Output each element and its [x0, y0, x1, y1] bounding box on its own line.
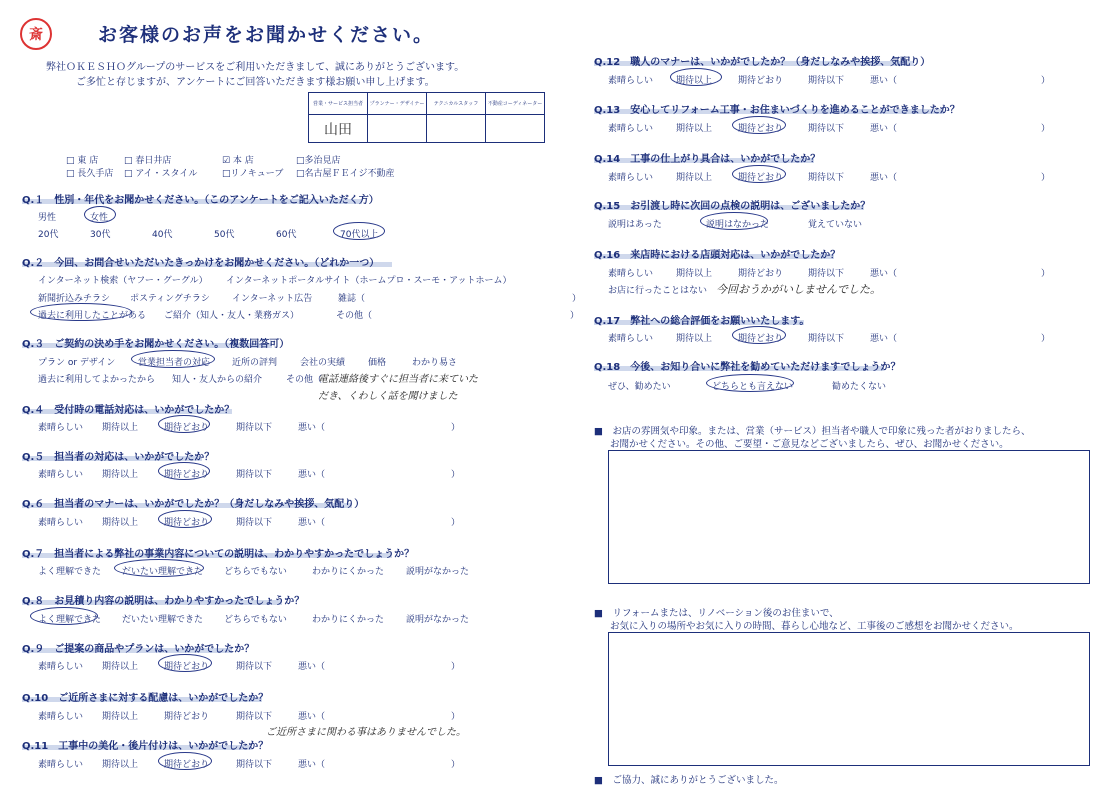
q14-opt-above[interactable]: 期待以上 — [676, 173, 713, 183]
q7-opt-well[interactable]: よく理解できた — [38, 567, 102, 577]
q14-opt-excellent[interactable]: 素晴らしい — [608, 173, 654, 183]
store-tajimi[interactable]: □多治見店 — [296, 156, 341, 166]
q7-opt-none[interactable]: 説明がなかった — [406, 567, 470, 577]
q14-label: Q.14 工事の仕上がり具合は、いかがでしたか？ — [594, 154, 821, 165]
staff-header-sales: 営業・サービス担当者 — [309, 93, 368, 115]
store-kasugai[interactable]: □ 春日井店 — [124, 156, 172, 166]
q3-opt-track-record[interactable]: 会社の実績 — [300, 358, 346, 368]
q1-male[interactable]: 男性 — [38, 213, 57, 223]
q3-opt-sales-staff[interactable]: 営業担当者の対応 — [138, 358, 211, 368]
seal-stamp — [20, 18, 52, 50]
q6-opt-below[interactable]: 期待以下 — [236, 518, 273, 528]
q16-handwritten: 今回おうかがいしませんでした。 — [716, 283, 881, 296]
q6-expected-circle — [158, 510, 212, 528]
q8-well-circle — [30, 607, 98, 625]
q12-opt-bad[interactable]: 悪い（ ） — [870, 76, 1051, 86]
q13-label: Q.13 安心してリフォーム工事・お住まいづくりを進めることができましたか？ — [594, 105, 960, 116]
q9-opt-excellent[interactable]: 素晴らしい — [38, 662, 84, 672]
q3-opt-plan[interactable]: プラン or デザイン — [38, 358, 116, 368]
staff-name-sales: 山田 — [309, 115, 368, 143]
intro-line-1: 弊社ＯＫＥＳＨＯグループのサービスをご利用いただきまして、誠にありがとうございます。 — [46, 62, 465, 73]
q2-opt-portal[interactable]: インターネットポータルサイト（ホームプロ・スーモ・アットホーム） — [226, 276, 512, 286]
q7-opt-neither[interactable]: どちらでもない — [224, 567, 287, 577]
q2-opt-search[interactable]: インターネット検索（ヤフー・グーグル） — [38, 276, 208, 286]
q4-opt-excellent[interactable]: 素晴らしい — [38, 423, 84, 433]
q12-label: Q.12 職人のマナーは、いかがでしたか？（身だしなみや挨拶、気配り） — [594, 57, 931, 68]
q10-opt-expected[interactable]: 期待どおり — [164, 712, 210, 722]
staff-header-realestate: 不動産コーディネーター — [486, 93, 545, 115]
q11-opt-bad[interactable]: 悪い（ ） — [298, 760, 461, 770]
q14-expected-circle — [732, 165, 786, 183]
q1-age-circle — [333, 222, 385, 240]
staff-table — [308, 92, 545, 143]
q2-label: Q.２ 今回、お問合せいただいたきっかけをお聞かせください。（どれか一つ） — [22, 258, 380, 269]
q6-opt-above[interactable]: 期待以上 — [102, 518, 139, 528]
q8-opt-unclear[interactable]: わかりにくかった — [312, 615, 385, 625]
q18-opt-yes[interactable]: ぜひ、勧めたい — [608, 382, 671, 392]
q15-opt-yes[interactable]: 説明はあった — [608, 220, 662, 230]
q17-opt-bad[interactable]: 悪い（ ） — [870, 334, 1051, 344]
q12-above-circle — [670, 68, 722, 86]
box2-prompt-line1: ■ リフォームまたは、リノベーション後のお住まいで、 — [594, 608, 839, 619]
q4-opt-bad[interactable]: 悪い（ ） — [298, 423, 461, 433]
q2-opt-magazine[interactable]: 雑誌（ ） — [338, 294, 582, 304]
staff-name-technical — [427, 115, 486, 143]
q3-opt-past-good[interactable]: 過去に利用してよかったから — [38, 375, 156, 385]
q12-opt-excellent[interactable]: 素晴らしい — [608, 76, 654, 86]
q9-opt-above[interactable]: 期待以上 — [102, 662, 139, 672]
q2-opt-newspaper[interactable]: 新聞折込みチラシ — [38, 294, 111, 304]
q1-female[interactable]: 女性 — [90, 213, 109, 223]
q13-opt-excellent[interactable]: 素晴らしい — [608, 124, 654, 134]
staff-header-technical: テクニカルスタッフ — [427, 93, 486, 115]
q5-opt-excellent[interactable]: 素晴らしい — [38, 470, 84, 480]
q18-label: Q.18 今後、お知り合いに弊社を勧めていただけますでしょうか？ — [594, 362, 901, 373]
q16-opt-never-visited[interactable]: お店に行ったことはない — [608, 286, 708, 296]
q16-opt-expected[interactable]: 期待どおり — [738, 269, 784, 279]
q17-expected-circle — [732, 326, 786, 344]
store-higashi[interactable]: □ 東 店 — [66, 156, 99, 166]
q17-opt-above[interactable]: 期待以上 — [676, 334, 713, 344]
q10-opt-bad[interactable]: 悪い（ ） — [298, 712, 461, 722]
q9-opt-bad[interactable]: 悪い（ ） — [298, 662, 461, 672]
q4-expected-circle — [158, 415, 210, 433]
q14-opt-bad[interactable]: 悪い（ ） — [870, 173, 1051, 183]
page-title: お客様のお声をお聞かせください。 — [98, 24, 435, 46]
q6-label: Q.６ 担当者のマナーは、いかがでしたか？（身だしなみや挨拶、気配り） — [22, 499, 365, 510]
box2-prompt-line2: お気に入りの場所やお気に入りの時間、暮らし心地など、工事後のご感想をお聞かせください。 — [610, 621, 1019, 632]
q8-opt-none[interactable]: 説明がなかった — [406, 615, 470, 625]
q3-opt-price[interactable]: 価格 — [368, 358, 387, 368]
store-fe-realestate[interactable]: □名古屋ＦＥイジ不動産 — [296, 169, 395, 179]
q8-opt-mostly[interactable]: だいたい理解できた — [122, 615, 204, 625]
q12-opt-expected[interactable]: 期待どおり — [738, 76, 784, 86]
q5-label: Q.５ 担当者の対応は、いかがでしたか？ — [22, 452, 215, 463]
q7-label: Q.７ 担当者による弊社の事業内容についての説明は、わかりやすかったでしょうか？ — [22, 549, 415, 560]
q13-opt-expected[interactable]: 期待どおり — [738, 124, 784, 134]
q17-opt-excellent[interactable]: 素晴らしい — [608, 334, 654, 344]
q2-past-use-circle — [30, 303, 132, 321]
q6-opt-excellent[interactable]: 素晴らしい — [38, 518, 84, 528]
intro-line-2: ご多忙と存じますが、アンケートにご回答いただきます様お願い申し上げます。 — [76, 77, 435, 88]
q11-label: Q.11 工事中の美化・後片付けは、いかがでしたか？ — [22, 741, 269, 752]
q7-mostly-circle — [114, 559, 204, 577]
store-nagakute[interactable]: □ 長久手店 — [66, 169, 114, 179]
q1-label: Q.１ 性別・年代をお聞かせください。（このアンケートをご記入いただく方） — [22, 195, 379, 206]
q4-label: Q.４ 受付時の電話対応は、いかがでしたか？ — [22, 405, 235, 416]
q9-expected-circle — [158, 654, 212, 672]
q3-opt-reputation[interactable]: 近所の評判 — [232, 358, 278, 368]
q2-opt-posting[interactable]: ポスティングチラシ — [130, 294, 210, 304]
seal-char: 斎 — [29, 27, 43, 43]
staff-name-realestate — [486, 115, 545, 143]
q5-opt-expected[interactable]: 期待どおり — [164, 470, 210, 480]
q1-age-40[interactable]: 40代 — [152, 230, 173, 240]
q1-age-70plus[interactable]: 70代以上 — [340, 230, 379, 240]
q2-opt-past-use[interactable]: 過去に利用したことがある — [38, 311, 147, 321]
q1-age-50[interactable]: 50代 — [214, 230, 235, 240]
q9-opt-below[interactable]: 期待以下 — [236, 662, 273, 672]
q3-label: Q.３ ご契約の決め手をお聞かせください。（複数回答可） — [22, 339, 290, 350]
q7-opt-mostly[interactable]: だいたい理解できた — [122, 567, 204, 577]
q11-opt-above[interactable]: 期待以上 — [102, 760, 139, 770]
q1-age-20[interactable]: 20代 — [38, 230, 59, 240]
q3-opt-friend[interactable]: 知人・友人からの紹介 — [172, 375, 263, 385]
store-honten[interactable]: ☑ 本 店 — [222, 156, 254, 166]
q10-opt-above[interactable]: 期待以上 — [102, 712, 139, 722]
box1-prompt-line1: ■ お店の雰囲気や印象。または、営業（サービス）担当者や職人で印象に残った者がおりましたら、 — [594, 426, 1031, 437]
q1-age-60[interactable]: 60代 — [276, 230, 297, 240]
staff-name-planner — [368, 115, 427, 143]
q2-opt-other[interactable]: その他（ ） — [336, 311, 580, 321]
q4-opt-above[interactable]: 期待以上 — [102, 423, 139, 433]
q13-opt-below[interactable]: 期待以下 — [808, 124, 845, 134]
q1-female-circle — [84, 206, 116, 223]
q7-opt-unclear[interactable]: わかりにくかった — [312, 567, 385, 577]
q11-expected-circle — [158, 752, 212, 770]
q14-opt-expected[interactable]: 期待どおり — [738, 173, 784, 183]
q10-label: Q.10 ご近所さまに対する配慮は、いかがでしたか？ — [22, 693, 269, 704]
thanks-message: ■ ご協力、誠にありがとうございました。 — [594, 775, 784, 786]
q15-label: Q.15 お引渡し時に次回の点検の説明は、ございましたか？ — [594, 201, 871, 212]
q12-opt-above[interactable]: 期待以上 — [676, 76, 713, 86]
q10-handwritten: ご近所さまに関わる事はありませんでした。 — [266, 727, 466, 738]
comment-box-after-construction[interactable] — [608, 632, 1090, 766]
q5-expected-circle — [158, 462, 210, 480]
q8-opt-well[interactable]: よく理解できた — [38, 615, 102, 625]
q17-label: Q.17 弊社への総合評価をお願いいたします。 — [594, 316, 810, 327]
q12-opt-below[interactable]: 期待以下 — [808, 76, 845, 86]
q10-opt-below[interactable]: 期待以下 — [236, 712, 273, 722]
q8-label: Q.８ お見積り内容の説明は、わかりやすかったでしょうか？ — [22, 596, 305, 607]
q18-neither-circle — [706, 374, 794, 392]
q11-opt-expected[interactable]: 期待どおり — [164, 760, 210, 770]
q16-opt-above[interactable]: 期待以上 — [676, 269, 713, 279]
q17-opt-expected[interactable]: 期待どおり — [738, 334, 784, 344]
q3-sales-staff-circle — [131, 350, 215, 368]
staff-header-planner: プランナー・デザイナー — [368, 93, 427, 115]
q16-opt-below[interactable]: 期待以下 — [808, 269, 845, 279]
q10-opt-excellent[interactable]: 素晴らしい — [38, 712, 84, 722]
comment-box-impressions[interactable] — [608, 450, 1090, 584]
q15-opt-dont-remember[interactable]: 覚えていない — [808, 220, 863, 230]
q15-opt-no[interactable]: 説明はなかった — [706, 220, 770, 230]
q15-no-circle — [700, 212, 768, 230]
q3-handwritten-line2: だき、くわしく話を聞けました — [318, 391, 458, 402]
store-istyle[interactable]: □ アイ・スタイル — [124, 169, 198, 179]
q6-opt-bad[interactable]: 悪い（ ） — [298, 518, 461, 528]
q1-age-30[interactable]: 30代 — [90, 230, 111, 240]
q5-opt-above[interactable]: 期待以上 — [102, 470, 139, 480]
q11-opt-excellent[interactable]: 素晴らしい — [38, 760, 84, 770]
box1-prompt-line2: お聞かせください。その他、ご要望・ご意見などございましたら、ぜひ、お聞かせください。 — [610, 439, 1009, 450]
q14-opt-below[interactable]: 期待以下 — [808, 173, 845, 183]
q13-expected-circle — [732, 116, 786, 134]
q3-handwritten-line1: 電話連絡後すぐに担当者に来ていた — [318, 374, 478, 385]
q11-opt-below[interactable]: 期待以下 — [236, 760, 273, 770]
q17-opt-below[interactable]: 期待以下 — [808, 334, 845, 344]
q13-opt-bad[interactable]: 悪い（ ） — [870, 124, 1051, 134]
q8-opt-neither[interactable]: どちらでもない — [224, 615, 287, 625]
q3-opt-clarity[interactable]: わかり易さ — [412, 358, 458, 368]
q18-opt-no[interactable]: 勧めたくない — [832, 382, 887, 392]
q16-opt-excellent[interactable]: 素晴らしい — [608, 269, 654, 279]
q4-opt-below[interactable]: 期待以下 — [236, 423, 273, 433]
q18-opt-neither[interactable]: どちらとも言えない — [712, 382, 794, 392]
q9-label: Q.９ ご提案の商品やプランは、いかがでしたか？ — [22, 644, 255, 655]
store-renocube[interactable]: □リノキューブ — [222, 169, 284, 179]
q6-opt-expected[interactable]: 期待どおり — [164, 518, 210, 528]
q13-opt-above[interactable]: 期待以上 — [676, 124, 713, 134]
q4-opt-expected[interactable]: 期待どおり — [164, 423, 210, 433]
q16-label: Q.16 来店時における店頭対応は、いかがでしたか？ — [594, 250, 841, 261]
q5-opt-below[interactable]: 期待以下 — [236, 470, 273, 480]
q2-opt-referral[interactable]: ご紹介（知人・友人・業務ガス） — [164, 311, 300, 321]
q16-opt-bad[interactable]: 悪い（ ） — [870, 269, 1051, 279]
q9-opt-expected[interactable]: 期待どおり — [164, 662, 210, 672]
q3-opt-other[interactable]: その他（ — [286, 375, 323, 385]
q2-opt-web-ad[interactable]: インターネット広告 — [232, 294, 313, 304]
q5-opt-bad[interactable]: 悪い（ ） — [298, 470, 461, 480]
